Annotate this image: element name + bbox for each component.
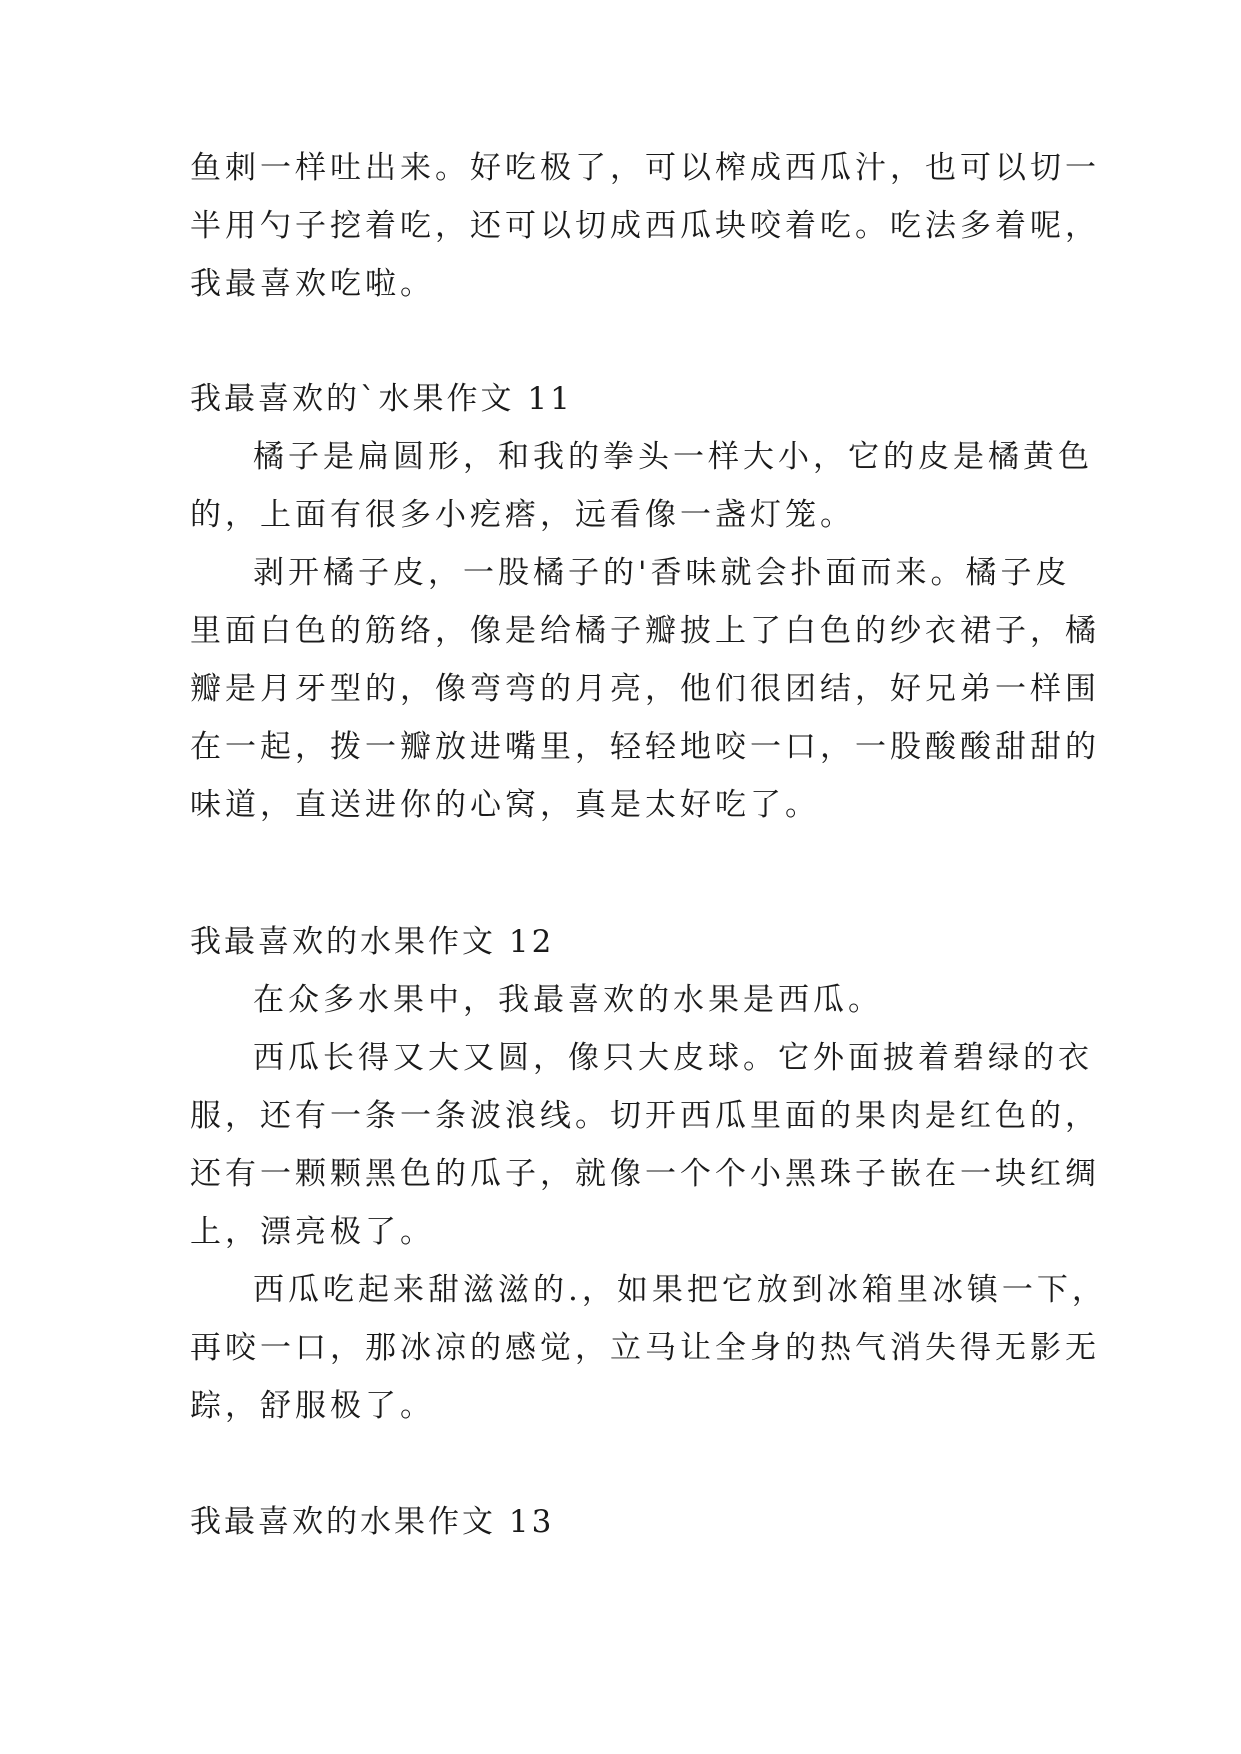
paragraph-line: 瓣是月牙型的，像弯弯的月亮，他们很团结，好兄弟一样围: [190, 671, 1100, 707]
paragraph-line: 的，上面有很多小疙瘩，远看像一盏灯笼。: [190, 497, 855, 533]
paragraph-line: 我最喜欢吃啦。: [190, 266, 435, 302]
paragraph-line: 西瓜吃起来甜滋滋的.，如果把它放到冰箱里冰镇一下，: [253, 1272, 1107, 1308]
paragraph-line: 西瓜长得又大又圆，像只大皮球。它外面披着碧绿的衣: [253, 1040, 1093, 1076]
paragraph-line: 鱼刺一样吐出来。好吃极了，可以榨成西瓜汁，也可以切一: [190, 150, 1100, 186]
paragraph-line: 剥开橘子皮，一股橘子的'香味就会扑面而来。橘子皮: [253, 555, 1071, 591]
essay-title: 我最喜欢的水果作文 13: [190, 1504, 555, 1540]
paragraph-line: 再咬一口，那冰凉的感觉，立马让全身的热气消失得无影无: [190, 1330, 1100, 1366]
paragraph-line: 橘子是扁圆形，和我的拳头一样大小，它的皮是橘黄色: [253, 439, 1093, 475]
paragraph-line: 服，还有一条一条波浪线。切开西瓜里面的果肉是红色的，: [190, 1098, 1100, 1134]
essay-title: 我最喜欢的水果作文 12: [190, 924, 555, 960]
paragraph-line: 上，漂亮极了。: [190, 1214, 435, 1250]
paragraph-line: 里面白色的筋络，像是给橘子瓣披上了白色的纱衣裙子，橘: [190, 613, 1100, 649]
paragraph-line: 踪，舒服极了。: [190, 1388, 435, 1424]
paragraph-line: 在一起，拨一瓣放进嘴里，轻轻地咬一口，一股酸酸甜甜的: [190, 729, 1100, 765]
paragraph-line: 在众多水果中，我最喜欢的水果是西瓜。: [253, 982, 883, 1018]
essay-title: 我最喜欢的`水果作文 11: [190, 381, 573, 417]
paragraph-line: 半用勺子挖着吃，还可以切成西瓜块咬着吃。吃法多着呢，: [190, 208, 1100, 244]
paragraph-line: 还有一颗颗黑色的瓜子，就像一个个小黑珠子嵌在一块红绸: [190, 1156, 1100, 1192]
paragraph-line: 味道，直送进你的心窝，真是太好吃了。: [190, 787, 820, 823]
